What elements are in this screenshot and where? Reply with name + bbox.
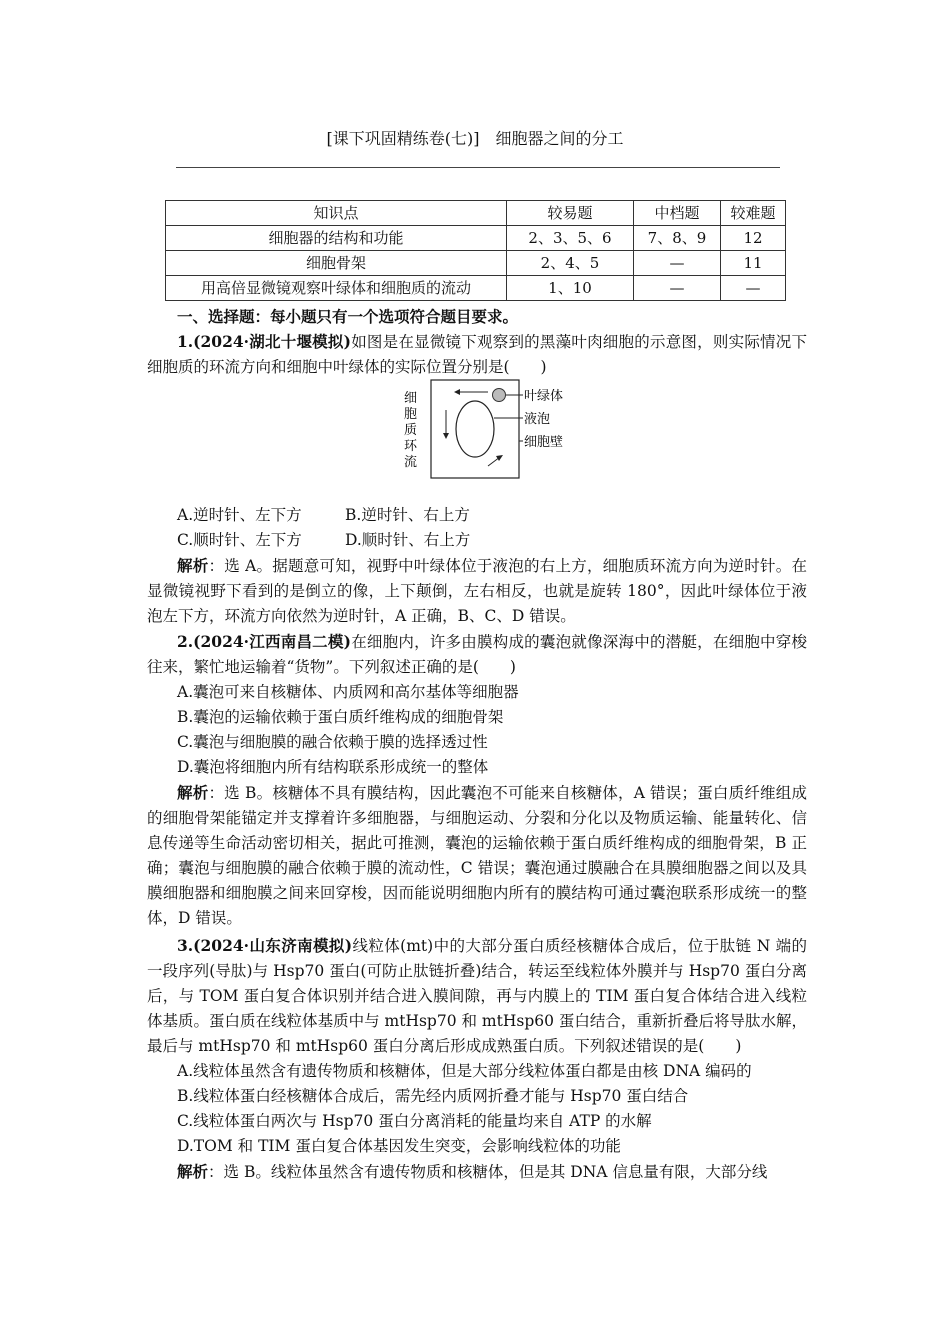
table-cell: 12 <box>721 226 786 251</box>
cell-wall-label: 细胞壁 <box>524 435 564 450</box>
table-cell: 7、8、9 <box>634 226 721 251</box>
table-cell: 用高倍显微镜观察叶绿体和细胞质的流动 <box>166 276 507 301</box>
q1-option-c: C.顺时针、左下方 <box>177 531 302 549</box>
q1-options-row2 <box>147 528 807 553</box>
q2-analysis-label: 解析 <box>177 783 209 802</box>
q3-analysis-label: 解析 <box>177 1162 209 1181</box>
table-cell: 细胞骨架 <box>166 251 507 276</box>
q3-analysis-text: ：选 B。线粒体虽然含有遗传物质和核糖体，但是其 DNA 信息量有限，大部分线 <box>208 1163 768 1181</box>
knowledge-table <box>165 200 786 301</box>
table-cell: — <box>634 276 721 301</box>
q3-stem-text: 线粒体(mt)中的大部分蛋白质经核糖体合成后，位于肽链 N 端的一段序列(导肽)与 Hsp70 蛋白(可防止肽链折叠)结合，转运至线粒体外膜并与 Hsp70 蛋白分离后，与 TOM 蛋白复合体识别并结合进入膜间隙，再与内膜上的 TIM 蛋白复合体结合进入线粒体基质。蛋白质在线粒体基质中与 mtHsp70 和 mtHsp60 蛋白结合，重新折叠后将导肽水解，最后与 mtHsp70 和 mtHsp60 蛋白分离后形成成熟蛋白质。下列叙述错误的是( ) <box>147 937 807 1055</box>
table-cell: 2、3、5、6 <box>507 226 634 251</box>
side-label-char: 胞 <box>404 407 418 422</box>
table-cell: 细胞器的结构和功能 <box>166 226 507 251</box>
flow-arrowhead-top <box>454 389 460 395</box>
q3-analysis <box>147 1159 807 1185</box>
q2-analysis <box>147 780 807 931</box>
table-header-cell: 较难题 <box>721 201 786 226</box>
cell-diagram <box>400 378 600 482</box>
chloroplast-shape <box>493 389 506 402</box>
q1-analysis-text: ：选 A。据题意可知，视野中叶绿体位于液泡的右上方，细胞质环流方向为逆时针。在显微镜视野下看到的是倒立的像，上下颠倒，左右相反，也就是旋转 180°，因此叶绿体位于液泡左下方，环流方向依然为逆时针，A 正确，B、C、D 错误。 <box>147 557 807 625</box>
vacuole-label: 液泡 <box>524 412 551 427</box>
q1-analysis <box>147 553 807 629</box>
q3-source: 3.(2024·山东济南模拟) <box>177 936 353 955</box>
q1-option-a: A.逆时针、左下方 <box>177 506 302 524</box>
q1-analysis-label: 解析 <box>177 556 209 575</box>
q1-option-d: D.顺时针、右上方 <box>345 531 471 549</box>
title-divider <box>176 167 780 168</box>
table-cell: — <box>634 251 721 276</box>
cell-diagram-svg <box>400 378 600 482</box>
flow-arrowhead-left <box>443 433 449 439</box>
table-row <box>166 226 786 251</box>
q2-option-b: B.囊泡的运输依赖于蛋白质纤维构成的细胞骨架 <box>177 708 504 726</box>
q1-source: 1.(2024·湖北十堰模拟) <box>177 332 351 351</box>
q1-block <box>147 304 807 380</box>
table-header-cell: 中档题 <box>634 201 721 226</box>
side-label-char: 环 <box>404 439 418 454</box>
side-label-char: 流 <box>404 455 418 470</box>
q1-stem-text: 如图是在显微镜下观察到的黑藻叶肉细胞的示意图，则实际情况下细胞质的环流方向和细胞中叶绿体的实际位置分别是( ) <box>147 333 807 376</box>
q2-option-c: C.囊泡与细胞膜的融合依赖于膜的选择透过性 <box>177 733 488 751</box>
table-cell: 11 <box>721 251 786 276</box>
table-row <box>166 276 786 301</box>
chloroplast-label: 叶绿体 <box>524 389 564 404</box>
q2-option-a: A.囊泡可来自核糖体、内质网和高尔基体等细胞器 <box>177 683 519 701</box>
table-header-row <box>166 201 786 226</box>
vacuole-shape <box>456 401 494 457</box>
q2-stem <box>147 629 807 680</box>
flow-arrowhead-bottom <box>496 455 503 461</box>
side-label-char: 质 <box>404 423 418 438</box>
q1-options-row1 <box>147 503 807 528</box>
table-cell: 1、10 <box>507 276 634 301</box>
page-title: [课下巩固精练卷(七)] 细胞器之间的分工 <box>326 129 624 148</box>
q3-option-b: B.线粒体蛋白经核糖体合成后，需先经内质网折叠才能与 Hsp70 蛋白结合 <box>177 1087 689 1105</box>
q2-stem-text: 在细胞内，许多由膜构成的囊泡就像深海中的潜艇，在细胞中穿梭往来，繁忙地运输着“货物”。下列叙述正确的是( ) <box>147 633 807 676</box>
q1-stem <box>147 329 807 380</box>
q2-source: 2.(2024·江西南昌二模) <box>177 632 351 651</box>
q3-option-a: A.线粒体虽然含有遗传物质和核糖体，但是大部分线粒体蛋白都是由核 DNA 编码的 <box>177 1062 752 1080</box>
q2-option-d: D.囊泡将细胞内所有结构联系形成统一的整体 <box>177 758 489 776</box>
main-text-block <box>147 503 807 1185</box>
table-header-cell: 知识点 <box>166 201 507 226</box>
q3-option-c: C.线粒体蛋白两次与 Hsp70 蛋白分离消耗的能量均来自 ATP 的水解 <box>177 1112 652 1130</box>
side-label-char: 细 <box>404 391 418 406</box>
table-cell: 2、4、5 <box>507 251 634 276</box>
section-heading: 一、选择题：每小题只有一个选项符合题目要求。 <box>177 307 519 326</box>
q3-option-d: D.TOM 和 TIM 蛋白复合体基因发生突变，会影响线粒体的功能 <box>177 1137 621 1155</box>
q1-option-b: B.逆时针、右上方 <box>345 506 470 524</box>
q2-analysis-text: ：选 B。核糖体不具有膜结构，因此囊泡不可能来自核糖体，A 错误；蛋白质纤维组成的细胞骨架能锚定并支撑着许多细胞器，与细胞运动、分裂和分化以及物质运输、能量转化、信息传递等生命活动密切相关，据此可推测，囊泡的运输依赖于蛋白质纤维构成的细胞骨架，B 正确；囊泡与细胞膜的融合依赖于膜的流动性，C 错误；囊泡通过膜融合在具膜细胞器之间以及具膜细胞器和细胞膜之间来回穿梭，因而能说明细胞内所有的膜结构可通过囊泡联系形成统一的整体，D 错误。 <box>147 784 807 927</box>
table-header-cell: 较易题 <box>507 201 634 226</box>
table-cell: — <box>721 276 786 301</box>
q3-stem <box>147 933 807 1059</box>
table-row <box>166 251 786 276</box>
